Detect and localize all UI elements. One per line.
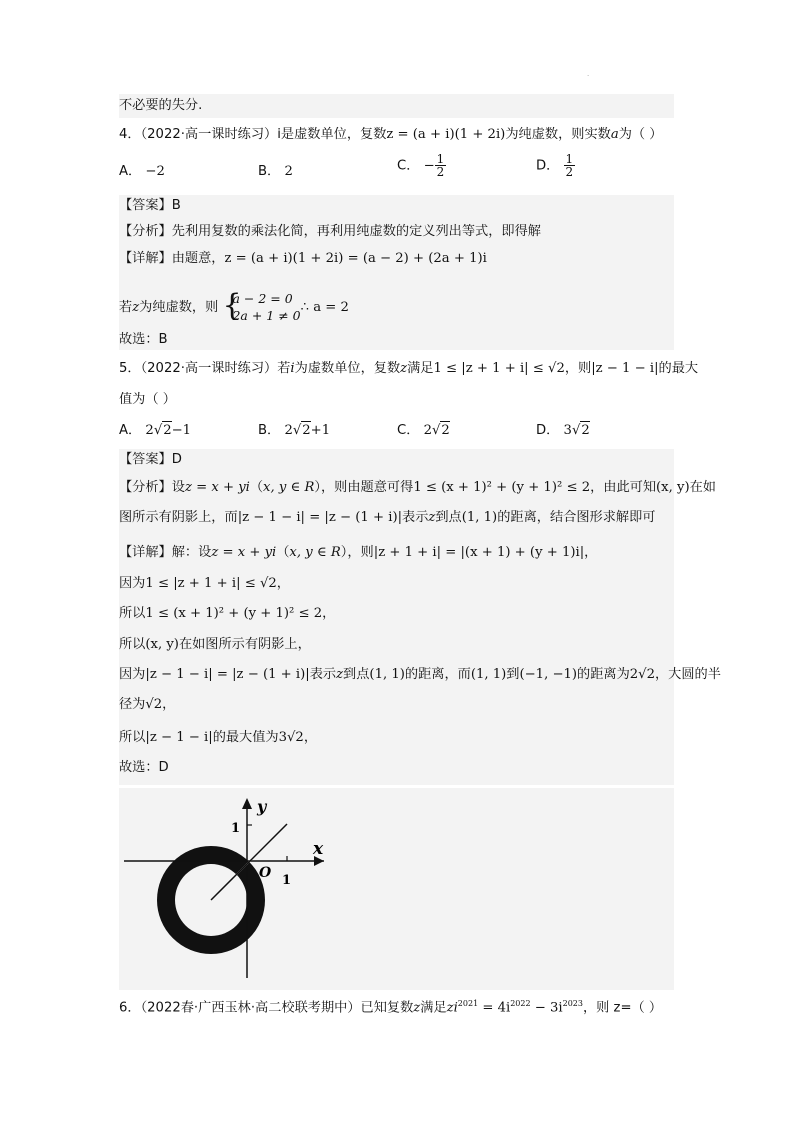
- q5-stem-line2: 值为（ ）: [119, 392, 176, 407]
- q4-option-d[interactable]: D． $\frac{1}{2}$: [536, 152, 574, 179]
- q4-option-b[interactable]: B． 2: [258, 164, 293, 179]
- q5-detail-line4: 所以(x, y)在如图所示有阴影上，: [119, 637, 311, 652]
- q4-condition: 若z为纯虚数，则 { a − 2 = 0 2a + 1 ≠ 0 ∴ a = 2: [119, 288, 349, 323]
- fraction: $\frac{1}{2}$: [565, 152, 574, 179]
- q5-detail-line2: 因为1 ≤ |z + 1 + i| ≤ √2，: [119, 576, 290, 591]
- y-axis-arrow: [242, 798, 252, 809]
- q5-option-a[interactable]: A． 2√2−1: [119, 423, 192, 438]
- diagonal-segment: [247, 824, 287, 864]
- x-axis-label: x: [313, 839, 324, 859]
- y-axis-label: y: [257, 797, 267, 816]
- highlight-band: [119, 195, 674, 350]
- q5-analysis-line1: 【分析】设z = x + yi（x, y ∈ R），则由题意可得1 ≤ (x + 1)² + (y + 1)² ≤ 2，由此可知(x, y)在如: [119, 480, 716, 495]
- q5-option-b[interactable]: B． 2√2+1: [258, 423, 331, 438]
- q5-option-c[interactable]: C． 2√2: [397, 423, 450, 438]
- q4-choice: 故选：B: [119, 332, 168, 347]
- q5-detail-line1: 【详解】解：设z = x + yi（x, y ∈ R），则|z + 1 + i| = |(x + 1) + (y + 1)i|，: [119, 545, 598, 560]
- q4-stem: 4．（2022·高一课时练习）i是虚数单位，复数z = (a + i)(1 + 2i)为纯虚数，则实数a为（ ）: [119, 127, 663, 142]
- q4-analysis: 【分析】先利用复数的乘法化简，再利用纯虚数的定义列出等式，即得解: [119, 224, 541, 239]
- x-tick-label: 1: [282, 873, 292, 888]
- q5-detail-line5: 因为|z − 1 − i| = |z − (1 + i)|表示z到点(1, 1)的距离，而(1, 1)到(−1, −1)的距离为2√2，大圆的半: [119, 667, 721, 682]
- q5-analysis-line2: 图所示有阴影上，而|z − 1 − i| = |z − (1 + i)|表示z到点(1, 1)的距离，结合图形求解即可: [119, 510, 656, 525]
- origin-label: O: [259, 865, 272, 881]
- annulus-figure: [119, 788, 674, 990]
- q5-detail-line7: 所以|z − 1 − i|的最大值为3√2，: [119, 730, 317, 745]
- q4-answer: 【答案】B: [119, 198, 181, 213]
- y-tick-label: 1: [231, 821, 241, 836]
- q5-answer: 【答案】D: [119, 452, 182, 467]
- q4-detail: 【详解】由题意，z = (a + i)(1 + 2i) = (a − 2) + (2a + 1)i: [119, 251, 487, 266]
- q4-option-a[interactable]: A． −2: [119, 164, 165, 179]
- corner-mark: ·: [587, 72, 590, 80]
- continuation-text: 不必要的失分.: [119, 98, 203, 113]
- fraction: $\frac{1}{2}$: [436, 152, 445, 179]
- q5-detail-line6: 径为√2，: [119, 697, 176, 712]
- q6-stem: 6．（2022春·广西玉林·高二校联考期中）已知复数z满足$zi^{2021} = 4i^{2022} - 3i^{2023}$，则 z=（ ）: [119, 999, 663, 1016]
- q5-stem: 5．（2022·高一课时练习）若i为虚数单位，复数z满足1 ≤ |z + 1 + i| ≤ √2，则|z − 1 − i|的最大: [119, 361, 699, 376]
- q5-option-d[interactable]: D． 3√2: [536, 423, 590, 438]
- equation-system: { a − 2 = 0 2a + 1 ≠ 0: [222, 288, 301, 323]
- q4-option-c[interactable]: C． − $\frac{1}{2}$: [397, 152, 445, 179]
- q5-detail-line3: 所以1 ≤ (x + 1)² + (y + 1)² ≤ 2，: [119, 606, 336, 621]
- annulus-svg: [119, 788, 674, 990]
- q5-choice: 故选：D: [119, 760, 169, 775]
